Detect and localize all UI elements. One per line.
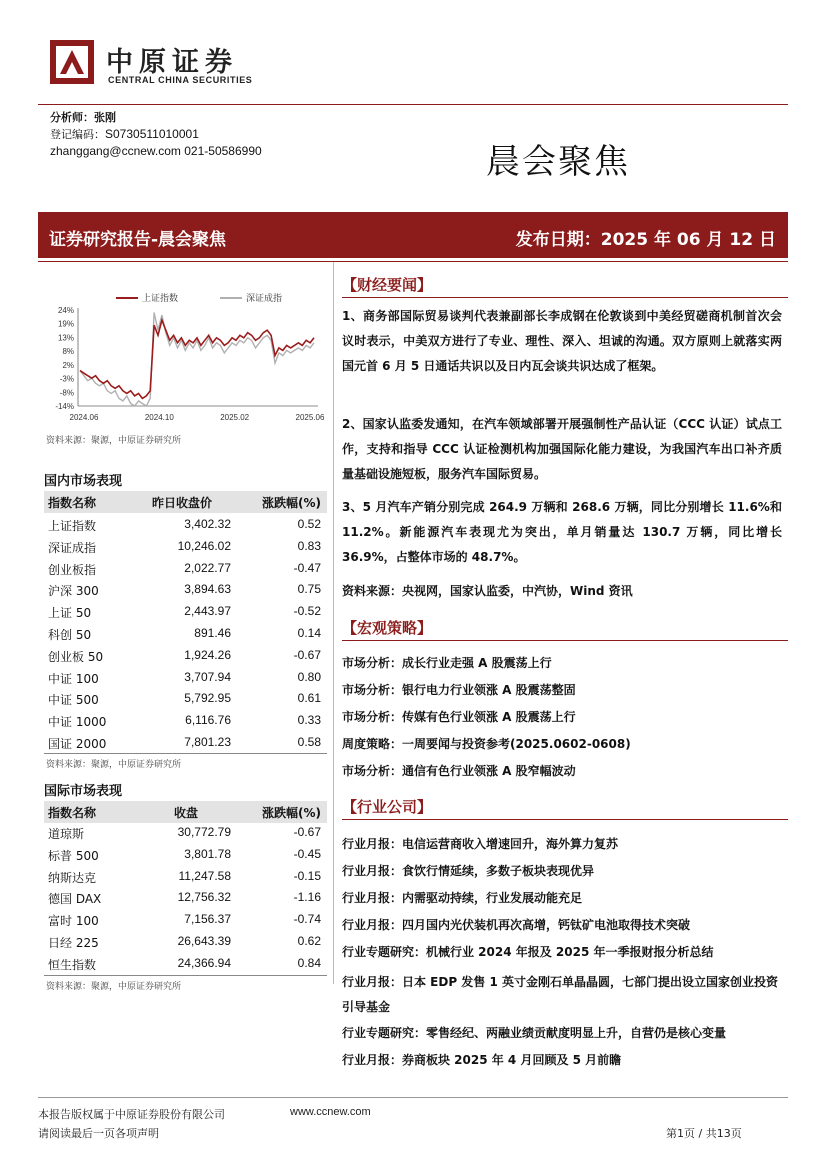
table-row [44, 953, 327, 975]
legend-label: 上证指数 [142, 294, 179, 304]
index-close: 30,772.79 [177, 825, 231, 839]
industry-item[interactable]: 行业专题研究：零售经纪、两融业绩贡献度明显上升，自营仍是核心变量 [342, 1026, 727, 1040]
index-change: 0.62 [297, 934, 321, 948]
y-tick-label: 24% [57, 306, 74, 315]
col-name: 指数名称 [48, 806, 97, 820]
y-tick-label: -3% [59, 374, 74, 384]
table-row [44, 822, 327, 844]
table-row [44, 514, 327, 536]
index-close: 3,894.63 [184, 582, 231, 597]
publish-date: 发布日期：2025 年 06 月 12 日 [515, 230, 776, 250]
index-name: 深证成指 [48, 540, 97, 555]
y-tick-label: 19% [57, 319, 74, 329]
index-close: 3,801.78 [184, 846, 231, 861]
y-tick-label: 13% [57, 333, 74, 343]
report-banner [38, 212, 788, 258]
macro-item[interactable]: 周度策略：一周要闻与投资参考(2025.0602-0608) [342, 737, 631, 751]
report-type: 证券研究报告-晨会聚焦 [49, 230, 227, 250]
index-close: 11,247.58 [178, 868, 231, 883]
index-name: 道琼斯 [48, 827, 85, 841]
table-row [44, 931, 327, 953]
intl-table-title: 国际市场表现 [44, 780, 327, 802]
brand-name-cn: 中原证券 [106, 47, 238, 78]
index-change: 0.80 [297, 669, 321, 684]
index-name: 标普 500 [48, 848, 99, 863]
col-close: 收盘 [174, 806, 199, 820]
index-name: 中证 100 [48, 671, 99, 686]
index-change: -0.74 [293, 912, 321, 927]
index-name: 上证指数 [48, 519, 97, 533]
index-close: 12,756.32 [177, 890, 231, 905]
macro-section-title: 【宏观策略】 [342, 619, 433, 637]
x-tick-label: 2024.10 [144, 413, 174, 422]
index-close: 10,246.02 [177, 538, 231, 553]
industry-section-divider [342, 819, 788, 820]
series-line-shenzhen [80, 313, 314, 407]
domestic-table-end [44, 753, 327, 754]
industry-item[interactable]: 行业月报：四月国内光伏装机再次高增，钙钛矿电池取得技术突破 [342, 918, 691, 932]
macro-item[interactable]: 市场分析：成长行业走强 A 股震荡上行 [342, 656, 552, 670]
index-name: 创业板 50 [48, 649, 104, 664]
index-close: 26,643.39 [177, 934, 231, 948]
industry-section-title: 【行业公司】 [342, 798, 433, 816]
index-change: -1.16 [293, 890, 321, 905]
index-change: 0.52 [297, 517, 321, 531]
news-section-title: 【财经要闻】 [342, 276, 433, 294]
index-close: 3,707.94 [184, 669, 231, 684]
x-tick-label: 2024.06 [69, 413, 99, 422]
table-row [44, 579, 327, 601]
index-close: 3,402.32 [184, 517, 231, 531]
chart-source: 资料来源：聚源，中原证券研究所 [46, 436, 182, 446]
table-row [44, 536, 327, 558]
table-row [44, 710, 327, 732]
table-row [44, 601, 327, 623]
domestic-source: 资料来源：聚源，中原证券研究所 [46, 760, 182, 770]
footer-disclaimer: 请阅读最后一页各项声明 [38, 1127, 159, 1140]
index-change: -0.67 [293, 647, 321, 662]
index-name: 中证 500 [48, 693, 99, 708]
col-change: 涨跌幅(%) [262, 496, 321, 510]
table-row [44, 558, 327, 580]
col-close: 昨日收盘价 [152, 496, 213, 510]
index-close: 7,156.37 [184, 912, 231, 927]
x-tick-label: 2025.02 [220, 413, 250, 422]
index-name: 德国 DAX [48, 892, 102, 907]
industry-item[interactable]: 行业专题研究：机械行业 2024 年报及 2025 年一季报财报分析总结 [342, 945, 714, 959]
macro-item[interactable]: 市场分析：银行电力行业领涨 A 股震荡整固 [342, 683, 576, 697]
intl-source: 资料来源：聚源，中原证券研究所 [46, 982, 182, 992]
index-name: 科创 50 [48, 628, 92, 642]
index-trend-chart [44, 286, 328, 432]
news-source: 资料来源：央视网，国家认监委，中汽协，Wind 资讯 [342, 584, 633, 598]
index-change: 0.14 [297, 626, 321, 640]
intl-table-header [44, 801, 327, 823]
footer-copyright: 本报告版权属于中原证券股份有限公司 [38, 1108, 225, 1121]
y-tick-label: -14% [55, 402, 74, 411]
column-divider [333, 262, 334, 984]
col-change: 涨跌幅(%) [262, 806, 321, 820]
industry-item[interactable]: 行业月报：内需驱动持续，行业发展动能充足 [342, 891, 583, 905]
index-name: 沪深 300 [48, 584, 99, 599]
index-change: -0.45 [293, 846, 321, 861]
table-row [44, 866, 327, 888]
index-name: 中证 1000 [48, 715, 107, 730]
macro-section-divider [342, 640, 788, 641]
industry-item[interactable]: 行业月报：券商板块 2025 年 4 月回顾及 5 月前瞻 [342, 1053, 622, 1067]
index-name: 富时 100 [48, 914, 99, 929]
index-close: 1,924.26 [184, 647, 231, 662]
index-change: 0.75 [297, 582, 321, 597]
legend-label: 深证成指 [246, 294, 283, 304]
brand-name-en: CENTRAL CHINA SECURITIES [108, 75, 253, 85]
index-change: -0.67 [293, 825, 321, 839]
news-item-2: 2、国家认监委发通知，在汽车领域部署开展强制性产品认证（CCC 认证）试点工作，支持和指导 CCC 认证检测机构加强国际化能力建设，为我国汽车出口补齐质量基础设施短板，服务汽车国际贸易。 [342, 417, 782, 481]
news-item-3: 3、5 月汽车产销分别完成 264.9 万辆和 268.6 万辆，同比分别增长 11.6%和 11.2%。新能源汽车表现尤为突出，单月销量达 130.7 万辆，同比增长 36.9%，占整体市场的 48.7%。 [342, 500, 782, 564]
industry-item[interactable]: 行业月报：食饮行情延续，多数子板块表现优异 [342, 864, 595, 878]
index-change: 0.58 [297, 735, 321, 749]
index-change: 0.83 [297, 538, 321, 553]
analyst-name: 张刚 [94, 111, 116, 124]
index-name: 创业板指 [48, 562, 97, 577]
index-close: 2,443.97 [184, 604, 231, 619]
header-divider [38, 104, 788, 105]
table-row [44, 887, 327, 909]
analyst-label: 分析师： [50, 111, 94, 124]
x-tick-label: 2025.06 [295, 413, 325, 422]
brand-logo-icon [50, 40, 94, 84]
analyst-contact: zhanggang@ccnew.com 021-50586990 [50, 144, 262, 158]
document-title: 晨会聚焦 [486, 142, 630, 182]
footer-website-link[interactable]: www.ccnew.com [290, 1106, 371, 1118]
index-close: 5,792.95 [184, 691, 231, 706]
table-row [44, 645, 327, 667]
index-close: 2,022.77 [184, 560, 231, 575]
macro-item[interactable]: 市场分析：传媒有色行业领涨 A 股震荡上行 [342, 710, 576, 724]
index-name: 日经 225 [48, 936, 99, 950]
index-change: -0.52 [293, 604, 321, 619]
index-close: 7,801.23 [184, 735, 231, 749]
index-change: 0.33 [297, 713, 321, 728]
table-row [44, 623, 327, 645]
news-section-divider [342, 297, 788, 298]
index-close: 6,116.76 [185, 713, 231, 728]
index-close: 891.46 [194, 626, 231, 640]
industry-item[interactable]: 行业月报：电信运营商收入增速回升，海外算力复苏 [342, 837, 619, 851]
news-item-1: 1、商务部国际贸易谈判代表兼副部长李成钢在伦敦谈到中美经贸磋商机制首次会议时表示，中美双方进行了专业、理性、深入、坦诚的沟通。双方原则上就落实两国元首 6 月 5 日通话共识以及日内瓦会谈共识达成了框架。 [342, 309, 782, 373]
reg-label: 登记编码： [50, 128, 105, 141]
y-tick-label: 8% [62, 347, 74, 357]
industry-item[interactable]: 行业月报：日本 EDP 发售 1 英寸金刚石单晶晶圆，七部门提出设立国家创业投资引导基金 [342, 975, 779, 1014]
index-name: 恒生指数 [48, 957, 97, 972]
index-name: 国证 2000 [48, 737, 107, 751]
index-change: 0.84 [297, 955, 321, 970]
table-row [44, 688, 327, 710]
footer-divider [38, 1097, 788, 1098]
y-tick-label: 2% [62, 360, 74, 370]
y-tick-label: -8% [59, 388, 74, 398]
index-change: -0.15 [293, 868, 321, 883]
index-name: 纳斯达克 [48, 870, 97, 885]
col-name: 指数名称 [48, 496, 97, 510]
macro-item[interactable]: 市场分析：通信有色行业领涨 A 股窄幅波动 [342, 764, 576, 778]
banner-divider [38, 261, 788, 262]
table-row [44, 844, 327, 866]
reg-number: S0730511010001 [105, 127, 199, 141]
analyst-info [50, 110, 262, 159]
index-change: -0.47 [293, 560, 321, 575]
footer-page-number: 第1页 / 共13页 [666, 1127, 742, 1140]
table-row [44, 667, 327, 689]
series-line-shanghai [80, 320, 314, 398]
domestic-table-title: 国内市场表现 [44, 470, 327, 492]
table-row [44, 909, 327, 931]
index-close: 24,366.94 [177, 955, 231, 970]
intl-table-end [44, 975, 327, 976]
index-name: 上证 50 [48, 606, 92, 621]
table-row [44, 732, 327, 754]
index-change: 0.61 [297, 691, 321, 706]
domestic-table-header [44, 491, 327, 513]
